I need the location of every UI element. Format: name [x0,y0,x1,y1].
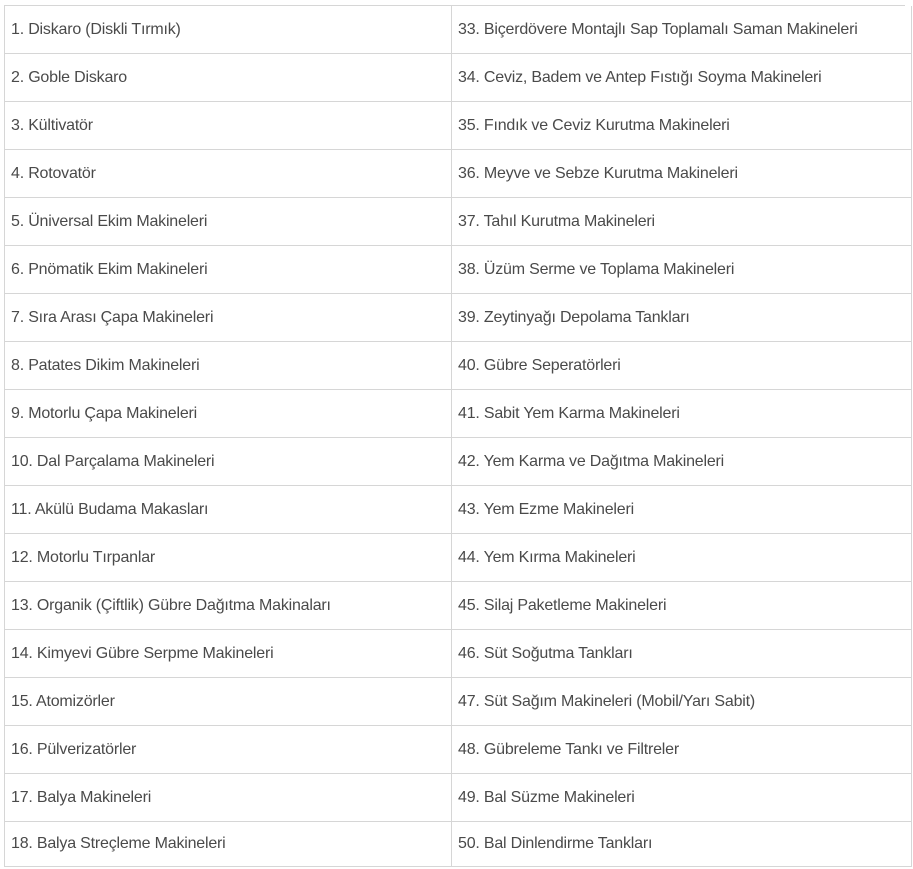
table-cell-right: 41. Sabit Yem Karma Makineleri [452,390,912,438]
table-row [5,294,912,342]
table-cell-right: 37. Tahıl Kurutma Makineleri [452,198,912,246]
table-row [5,678,912,726]
machinery-list-table [5,6,912,867]
table-row [5,390,912,438]
table-cell-left: 9. Motorlu Çapa Makineleri [5,390,452,438]
table-row [5,342,912,390]
table-cell-left: 15. Atomizörler [5,678,452,726]
table-row [5,822,912,867]
table-cell-right: 47. Süt Sağım Makineleri (Mobil/Yarı Sabit) [452,678,912,726]
table-row [5,534,912,582]
table-cell-left: 16. Pülverizatörler [5,726,452,774]
table-cell-left: 18. Balya Streçleme Makineleri [5,822,452,867]
table-cell-left: 11. Akülü Budama Makasları [5,486,452,534]
table-row [5,246,912,294]
table-row [5,6,912,54]
table-cell-right: 45. Silaj Paketleme Makineleri [452,582,912,630]
table-cell-left: 12. Motorlu Tırpanlar [5,534,452,582]
table-row [5,438,912,486]
table-cell-left: 10. Dal Parçalama Makineleri [5,438,452,486]
table-row [5,198,912,246]
table-row [5,582,912,630]
table-cell-right: 49. Bal Süzme Makineleri [452,774,912,822]
table-row [5,54,912,102]
table-cell-left: 6. Pnömatik Ekim Makineleri [5,246,452,294]
table-cell-left: 5. Üniversal Ekim Makineleri [5,198,452,246]
table-cell-left: 13. Organik (Çiftlik) Gübre Dağıtma Makinaları [5,582,452,630]
table-row [5,150,912,198]
table-cell-left: 4. Rotovatör [5,150,452,198]
table-cell-right: 33. Biçerdövere Montajlı Sap Toplamalı Saman Makineleri [452,6,912,54]
table-cell-right: 34. Ceviz, Badem ve Antep Fıstığı Soyma Makineleri [452,54,912,102]
table-row [5,774,912,822]
table-cell-right: 42. Yem Karma ve Dağıtma Makineleri [452,438,912,486]
table-cell-right: 36. Meyve ve Sebze Kurutma Makineleri [452,150,912,198]
table-cell-left: 14. Kimyevi Gübre Serpme Makineleri [5,630,452,678]
table-cell-right: 46. Süt Soğutma Tankları [452,630,912,678]
table-cell-right: 39. Zeytinyağı Depolama Tankları [452,294,912,342]
table-cell-right: 48. Gübreleme Tankı ve Filtreler [452,726,912,774]
table-row [5,726,912,774]
machinery-list-table-container [4,5,905,867]
table-cell-left: 17. Balya Makineleri [5,774,452,822]
table-cell-right: 38. Üzüm Serme ve Toplama Makineleri [452,246,912,294]
table-row [5,630,912,678]
table-cell-right: 44. Yem Kırma Makineleri [452,534,912,582]
table-cell-left: 1. Diskaro (Diskli Tırmık) [5,6,452,54]
table-cell-left: 2. Goble Diskaro [5,54,452,102]
table-cell-right: 50. Bal Dinlendirme Tankları [452,822,912,867]
table-cell-left: 7. Sıra Arası Çapa Makineleri [5,294,452,342]
table-row [5,486,912,534]
table-cell-right: 43. Yem Ezme Makineleri [452,486,912,534]
table-row [5,102,912,150]
table-cell-right: 40. Gübre Seperatörleri [452,342,912,390]
table-cell-left: 8. Patates Dikim Makineleri [5,342,452,390]
table-cell-left: 3. Kültivatör [5,102,452,150]
table-body [5,6,912,867]
table-cell-right: 35. Fındık ve Ceviz Kurutma Makineleri [452,102,912,150]
